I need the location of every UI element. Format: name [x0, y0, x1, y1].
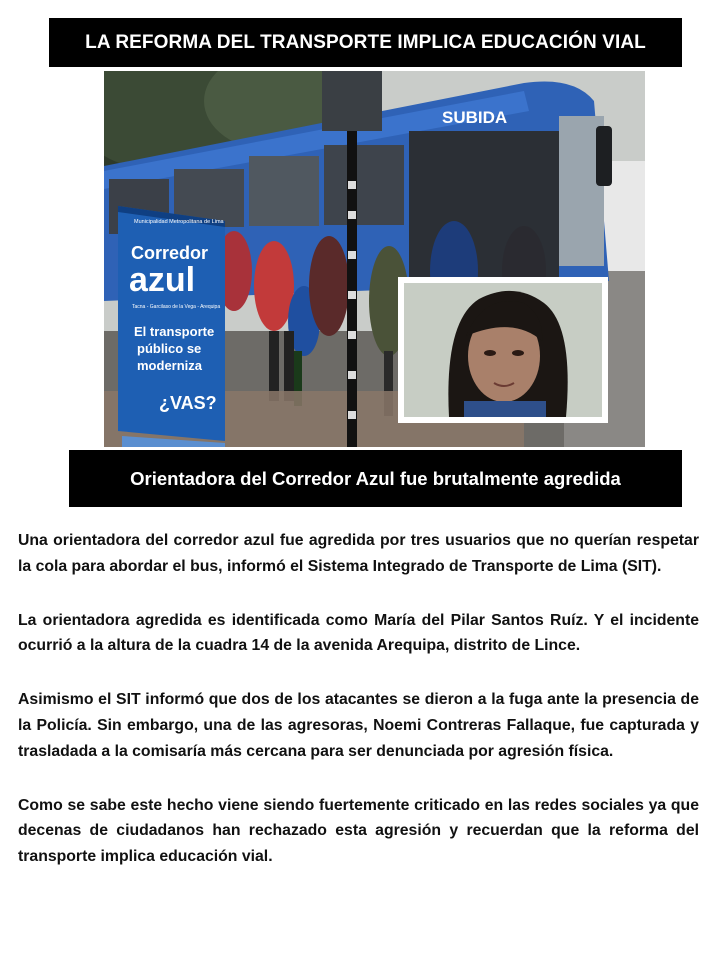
bus-door-sign: SUBIDA	[442, 108, 508, 127]
sign-line-1: El transporte	[134, 324, 215, 339]
photo-caption-banner	[69, 450, 682, 507]
article-paragraph-3: Asimismo el SIT informó que dos de los atacantes se dieron a la fuga ante la presencia de la Policía. Sin embargo, una de las agresoras, Noemi Contreras Fallaque, fue capturada y trasladada a la comisaría más cercana para ser denunciada por agresión física.	[18, 691, 699, 760]
sign-question: ¿VAS?	[159, 393, 217, 413]
article-paragraph-4: Como se sabe este hecho viene siendo fuertemente criticado en las redes sociales ya que decenas de ciudadanos han rechazado esta agresión y recuerdan que la reforma del transporte implica educación vial.	[18, 796, 699, 866]
photo-caption-text: Orientadora del Corredor Azul fue brutalmente agredida	[130, 467, 621, 489]
article-paragraph-2: La orientadora agredida es identificada como María del Pilar Santos Ruíz. Y el incidente ocurrió a la altura de la cuadra 14 de la avenida Arequipa, distrito de Lince.	[18, 611, 699, 655]
bus-stop-illustration	[104, 71, 645, 447]
sign-word-azul: azul	[129, 261, 196, 299]
sign-small-text: Municipalidad Metropolitana de Lima	[134, 219, 224, 225]
sign-word-corredor: Corredor	[131, 243, 209, 263]
sign-line-2: público se	[137, 341, 202, 356]
headline-banner	[49, 18, 682, 67]
news-photo	[104, 71, 645, 447]
article-paragraph-1: Una orientadora del corredor azul fue agredida por tres usuarios que no querían respetar la cola para abordar el bus, informó el Sistema Integrado de Transporte de Lima (SIT).	[18, 532, 699, 575]
corredor-azul-sign	[118, 206, 225, 447]
sign-line-3: moderniza	[137, 358, 203, 373]
sign-route: Tacna - Garcilaso de la Vega - Arequipa	[132, 304, 221, 310]
headline-text: LA REFORMA DEL TRANSPORTE IMPLICA EDUCACIÓN VIAL	[85, 31, 646, 53]
inset-portrait	[398, 277, 608, 423]
article-body	[18, 528, 699, 898]
